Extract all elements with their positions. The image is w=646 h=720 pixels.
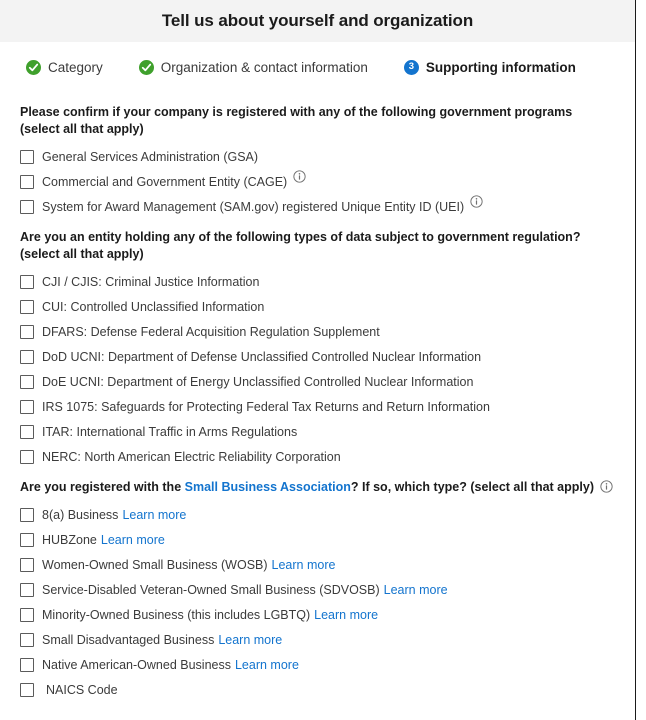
- option-label[interactable]: ITAR: International Traffic in Arms Regulations: [42, 424, 298, 439]
- question-group-government-programs: [20, 104, 635, 219]
- option-label[interactable]: IRS 1075: Safeguards for Protecting Federal Tax Returns and Return Information: [42, 399, 490, 414]
- option-row[interactable]: [20, 394, 635, 419]
- tab-organization-contact-information[interactable]: [139, 52, 368, 84]
- option-label[interactable]: DFARS: Defense Federal Acquisition Regulation Supplement: [42, 324, 380, 339]
- option-row[interactable]: [20, 369, 635, 394]
- option-row[interactable]: [20, 144, 635, 169]
- option-row[interactable]: [20, 269, 635, 294]
- learn-more-link[interactable]: Learn more: [100, 532, 165, 547]
- option-label[interactable]: CUI: Controlled Unclassified Information: [42, 299, 265, 314]
- checkbox-8a-business[interactable]: [20, 508, 34, 522]
- option-label[interactable]: 8(a) Business: [42, 507, 119, 522]
- checkbox-irs-1075[interactable]: [20, 400, 34, 414]
- checkbox-cage[interactable]: [20, 175, 34, 189]
- option-label[interactable]: Small Disadvantaged Business: [42, 632, 215, 647]
- option-row[interactable]: [20, 577, 635, 602]
- learn-more-link[interactable]: Learn more: [271, 557, 336, 572]
- checkbox-minority-owned-business[interactable]: [20, 608, 34, 622]
- learn-more-link[interactable]: Learn more: [218, 632, 283, 647]
- checkbox-sdvosb[interactable]: [20, 583, 34, 597]
- checkbox-nerc[interactable]: [20, 450, 34, 464]
- option-label[interactable]: HUBZone: [42, 532, 97, 547]
- option-row[interactable]: [20, 194, 635, 219]
- option-row[interactable]: [20, 444, 635, 469]
- option-row[interactable]: [20, 602, 635, 627]
- question-group-regulated-data: [20, 229, 635, 469]
- wizard-header: [0, 0, 635, 42]
- option-label[interactable]: DoE UCNI: Department of Energy Unclassified Controlled Nuclear Information: [42, 374, 474, 389]
- learn-more-link[interactable]: Learn more: [314, 607, 379, 622]
- tab-category[interactable]: [26, 52, 103, 84]
- option-label[interactable]: NERC: North American Electric Reliability Corporation: [42, 449, 341, 464]
- step-number-badge: 3: [404, 60, 419, 75]
- checkbox-wosb[interactable]: [20, 558, 34, 572]
- option-row[interactable]: [20, 319, 635, 344]
- checkbox-naics-code[interactable]: [20, 683, 34, 697]
- option-row[interactable]: [20, 652, 635, 677]
- info-icon[interactable]: [470, 195, 483, 208]
- checkbox-dod-ucni[interactable]: [20, 350, 34, 364]
- info-icon[interactable]: [600, 480, 613, 493]
- checkbox-itar[interactable]: [20, 425, 34, 439]
- learn-more-link[interactable]: Learn more: [122, 507, 187, 522]
- question-title-suffix: ? If so, which type? (select all that apply): [350, 480, 594, 494]
- checkbox-sam-uei[interactable]: [20, 200, 34, 214]
- question-group-small-business-association: [20, 479, 635, 702]
- option-row[interactable]: [20, 419, 635, 444]
- check-circle-icon: [139, 60, 154, 75]
- option-row[interactable]: [20, 627, 635, 652]
- tab-label: Supporting information: [425, 59, 576, 75]
- question-title: [20, 479, 620, 496]
- option-label[interactable]: Minority-Owned Business (this includes LGBTQ): [42, 607, 311, 622]
- option-label[interactable]: Service-Disabled Veteran-Owned Small Business (SDVOSB): [42, 582, 380, 597]
- option-label[interactable]: DoD UCNI: Department of Defense Unclassified Controlled Nuclear Information: [42, 349, 482, 364]
- option-label[interactable]: NAICS Code: [46, 682, 118, 697]
- option-row[interactable]: [20, 527, 635, 552]
- option-row[interactable]: [20, 677, 635, 702]
- checkbox-native-american-owned-business[interactable]: [20, 658, 34, 672]
- option-label[interactable]: General Services Administration (GSA): [42, 149, 259, 164]
- option-label[interactable]: CJI / CJIS: Criminal Justice Information: [42, 274, 260, 289]
- checkbox-hubzone[interactable]: [20, 533, 34, 547]
- question-title: [20, 104, 620, 138]
- small-business-association-link[interactable]: Small Business Association: [184, 480, 351, 494]
- question-title-line2: (select all that apply): [20, 247, 144, 261]
- checkbox-gsa[interactable]: [20, 150, 34, 164]
- question-title-line2: (select all that apply): [20, 122, 144, 136]
- learn-more-link[interactable]: Learn more: [234, 657, 299, 672]
- question-title-line1: Please confirm if your company is registered with any of the following government programs: [20, 105, 573, 119]
- learn-more-link[interactable]: Learn more: [383, 582, 448, 597]
- option-label[interactable]: Native American-Owned Business: [42, 657, 231, 672]
- info-icon[interactable]: [293, 170, 306, 183]
- option-row[interactable]: [20, 294, 635, 319]
- checkbox-dfars[interactable]: [20, 325, 34, 339]
- checkbox-cui[interactable]: [20, 300, 34, 314]
- option-label[interactable]: Commercial and Government Entity (CAGE): [42, 174, 288, 189]
- option-row[interactable]: [20, 552, 635, 577]
- option-row[interactable]: [20, 344, 635, 369]
- checkbox-small-disadvantaged-business[interactable]: [20, 633, 34, 647]
- tab-label: Category: [48, 59, 103, 75]
- checkbox-doe-ucni[interactable]: [20, 375, 34, 389]
- wizard-tab-strip: [0, 42, 635, 90]
- tab-supporting-information[interactable]: [404, 52, 576, 84]
- question-title-prefix: Are you registered with the: [20, 480, 185, 494]
- option-label[interactable]: System for Award Management (SAM.gov) registered Unique Entity ID (UEI): [42, 199, 465, 214]
- option-row[interactable]: [20, 169, 635, 194]
- question-title-line1: Are you an entity holding any of the following types of data subject to government regulation?: [20, 230, 581, 244]
- option-label[interactable]: Women-Owned Small Business (WOSB): [42, 557, 268, 572]
- option-row[interactable]: [20, 502, 635, 527]
- supporting-information-form: [0, 90, 635, 702]
- page-title: Tell us about yourself and organization: [161, 11, 474, 30]
- question-title: [20, 229, 620, 263]
- checkbox-cji-cjis[interactable]: [20, 275, 34, 289]
- check-circle-icon: [26, 60, 41, 75]
- tab-label: Organization & contact information: [160, 59, 368, 75]
